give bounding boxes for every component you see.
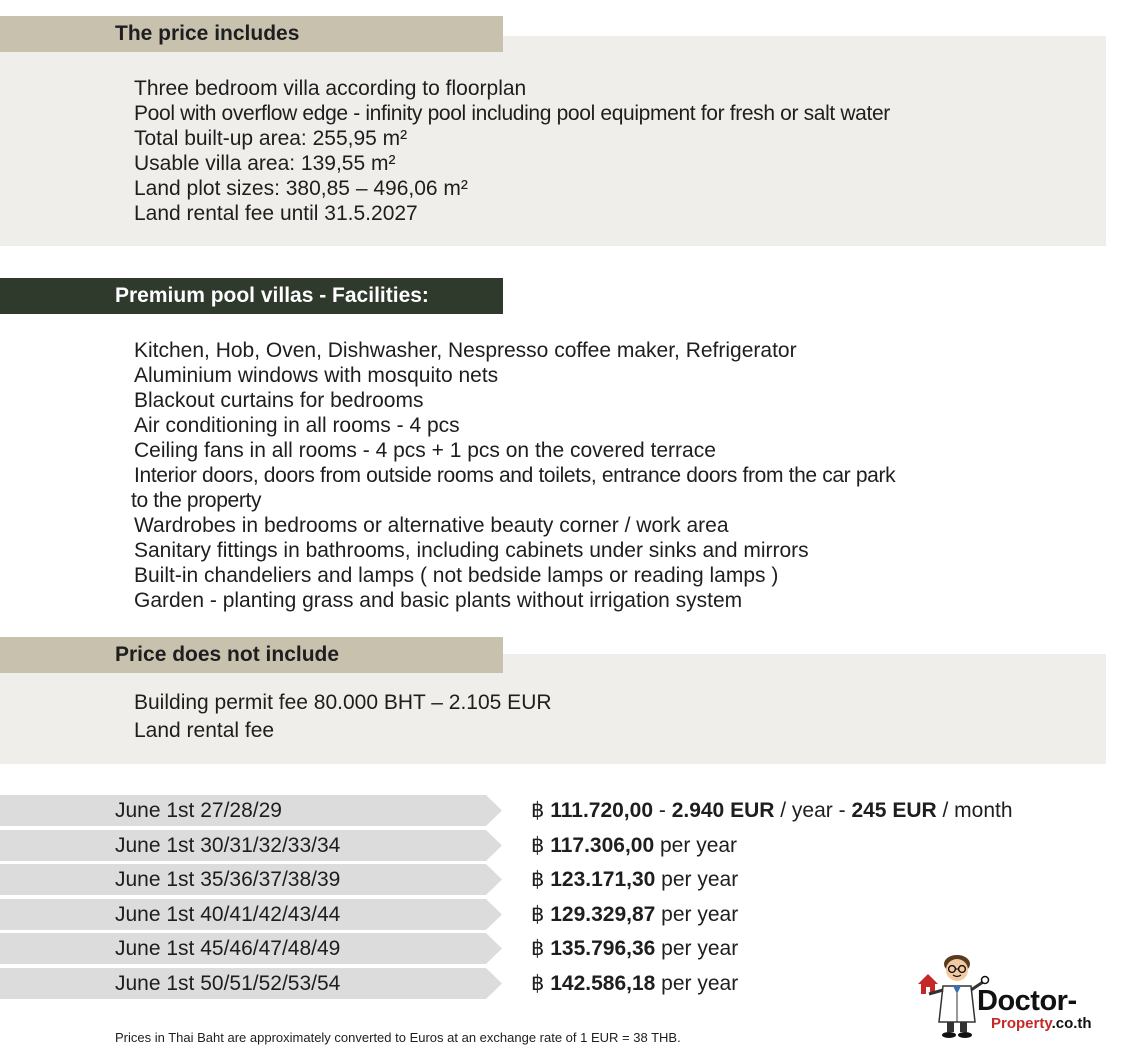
baht-symbol: ฿ (531, 903, 545, 926)
exchange-rate-footnote: Prices in Thai Baht are approximately converted to Euros at an exchange rate of 1 EUR = 38 THB. (115, 1030, 681, 1045)
price-amount: 123.171,30 (550, 868, 656, 891)
includes-item: Total built-up area: 255,95 m² (134, 127, 408, 150)
rental-row-label: June 1st 50/51/52/53/54 (115, 972, 341, 995)
facilities-item: Built-in chandeliers and lamps ( not bedside lamps or reading lamps ) (134, 564, 779, 587)
price-suffix: per year (654, 834, 738, 857)
facilities-item: Ceiling fans in all rooms - 4 pcs + 1 pcs on the covered terrace (134, 439, 716, 462)
rental-row-label: June 1st 40/41/42/43/44 (115, 903, 341, 926)
price-amount: 111.720,00 (550, 799, 654, 822)
rental-row-label: June 1st 27/28/29 (115, 799, 282, 822)
baht-symbol: ฿ (531, 937, 545, 960)
includes-item: Usable villa area: 139,55 m² (134, 152, 396, 175)
includes-item: Land plot sizes: 380,85 – 496,06 m² (134, 177, 468, 200)
logo-name: Doctor- (977, 985, 1077, 1017)
price-suffix: per year (655, 937, 739, 960)
excludes-header: Price does not include (0, 637, 503, 673)
excludes-item: Building permit fee 80.000 BHT – 2.105 EUR (134, 691, 552, 714)
facilities-item: Air conditioning in all rooms - 4 pcs (134, 414, 460, 437)
baht-symbol: ฿ (531, 799, 545, 822)
logo-domain-main: Property (991, 1015, 1052, 1032)
baht-symbol: ฿ (531, 972, 545, 995)
price-eur-month: 245 EUR (851, 799, 937, 822)
rental-row-price (531, 968, 738, 999)
excludes-item: Land rental fee (134, 719, 275, 742)
facilities-item: Sanitary fittings in bathrooms, including cabinets under sinks and mirrors (134, 539, 809, 562)
price-eur-year: 2.940 EUR (671, 799, 775, 822)
rental-row-label: June 1st 30/31/32/33/34 (115, 834, 341, 857)
includes-item: Three bedroom villa according to floorplan (134, 77, 527, 100)
baht-symbol: ฿ (531, 834, 545, 857)
doctor-property-logo (915, 952, 1125, 1042)
rental-row-price (531, 830, 737, 861)
facilities-item: to the property (131, 489, 262, 512)
rental-row-price (531, 864, 738, 895)
facilities-header: Premium pool villas - Facilities: (0, 278, 503, 314)
rental-row-label: June 1st 35/36/37/38/39 (115, 868, 341, 891)
price-amount: 117.306,00 (550, 834, 655, 857)
facilities-item: Garden - planting grass and basic plants without irrigation system (134, 589, 743, 612)
facilities-item: Aluminium windows with mosquito nets (134, 364, 499, 387)
rental-row-price (531, 795, 1013, 826)
price-suffix: / month (936, 799, 1013, 822)
excludes-list (134, 690, 552, 743)
facilities-item: Blackout curtains for bedrooms (134, 389, 424, 412)
price-amount: 129.329,87 (550, 903, 656, 926)
price-amount: 135.796,36 (550, 937, 656, 960)
price-separator: / year - (774, 799, 852, 822)
rental-row-label: June 1st 45/46/47/48/49 (115, 937, 341, 960)
price-suffix: per year (655, 903, 739, 926)
rental-row (0, 830, 1140, 861)
price-separator: - (653, 799, 672, 822)
price-suffix: per year (655, 972, 739, 995)
facilities-item: Wardrobes in bedrooms or alternative beauty corner / work area (134, 514, 729, 537)
logo-domain-tld: .co.th (1051, 1015, 1092, 1032)
logo-domain (991, 1016, 1092, 1032)
includes-item: Land rental fee until 31.5.2027 (134, 202, 418, 225)
facilities-list (131, 338, 896, 613)
rental-row (0, 795, 1140, 826)
includes-item: Pool with overflow edge - infinity pool including pool equipment for fresh or salt water (134, 102, 890, 125)
price-suffix: per year (655, 868, 739, 891)
includes-header: The price includes (0, 16, 503, 52)
facilities-item: Kitchen, Hob, Oven, Dishwasher, Nespresso coffee maker, Refrigerator (134, 339, 797, 362)
rental-row (0, 899, 1140, 930)
includes-list (134, 76, 890, 226)
baht-symbol: ฿ (531, 868, 545, 891)
price-amount: 142.586,18 (550, 972, 656, 995)
facilities-item: Interior doors, doors from outside rooms and toilets, entrance doors from the car park (134, 464, 896, 487)
rental-row (0, 864, 1140, 895)
rental-row-price (531, 933, 738, 964)
rental-row-price (531, 899, 738, 930)
